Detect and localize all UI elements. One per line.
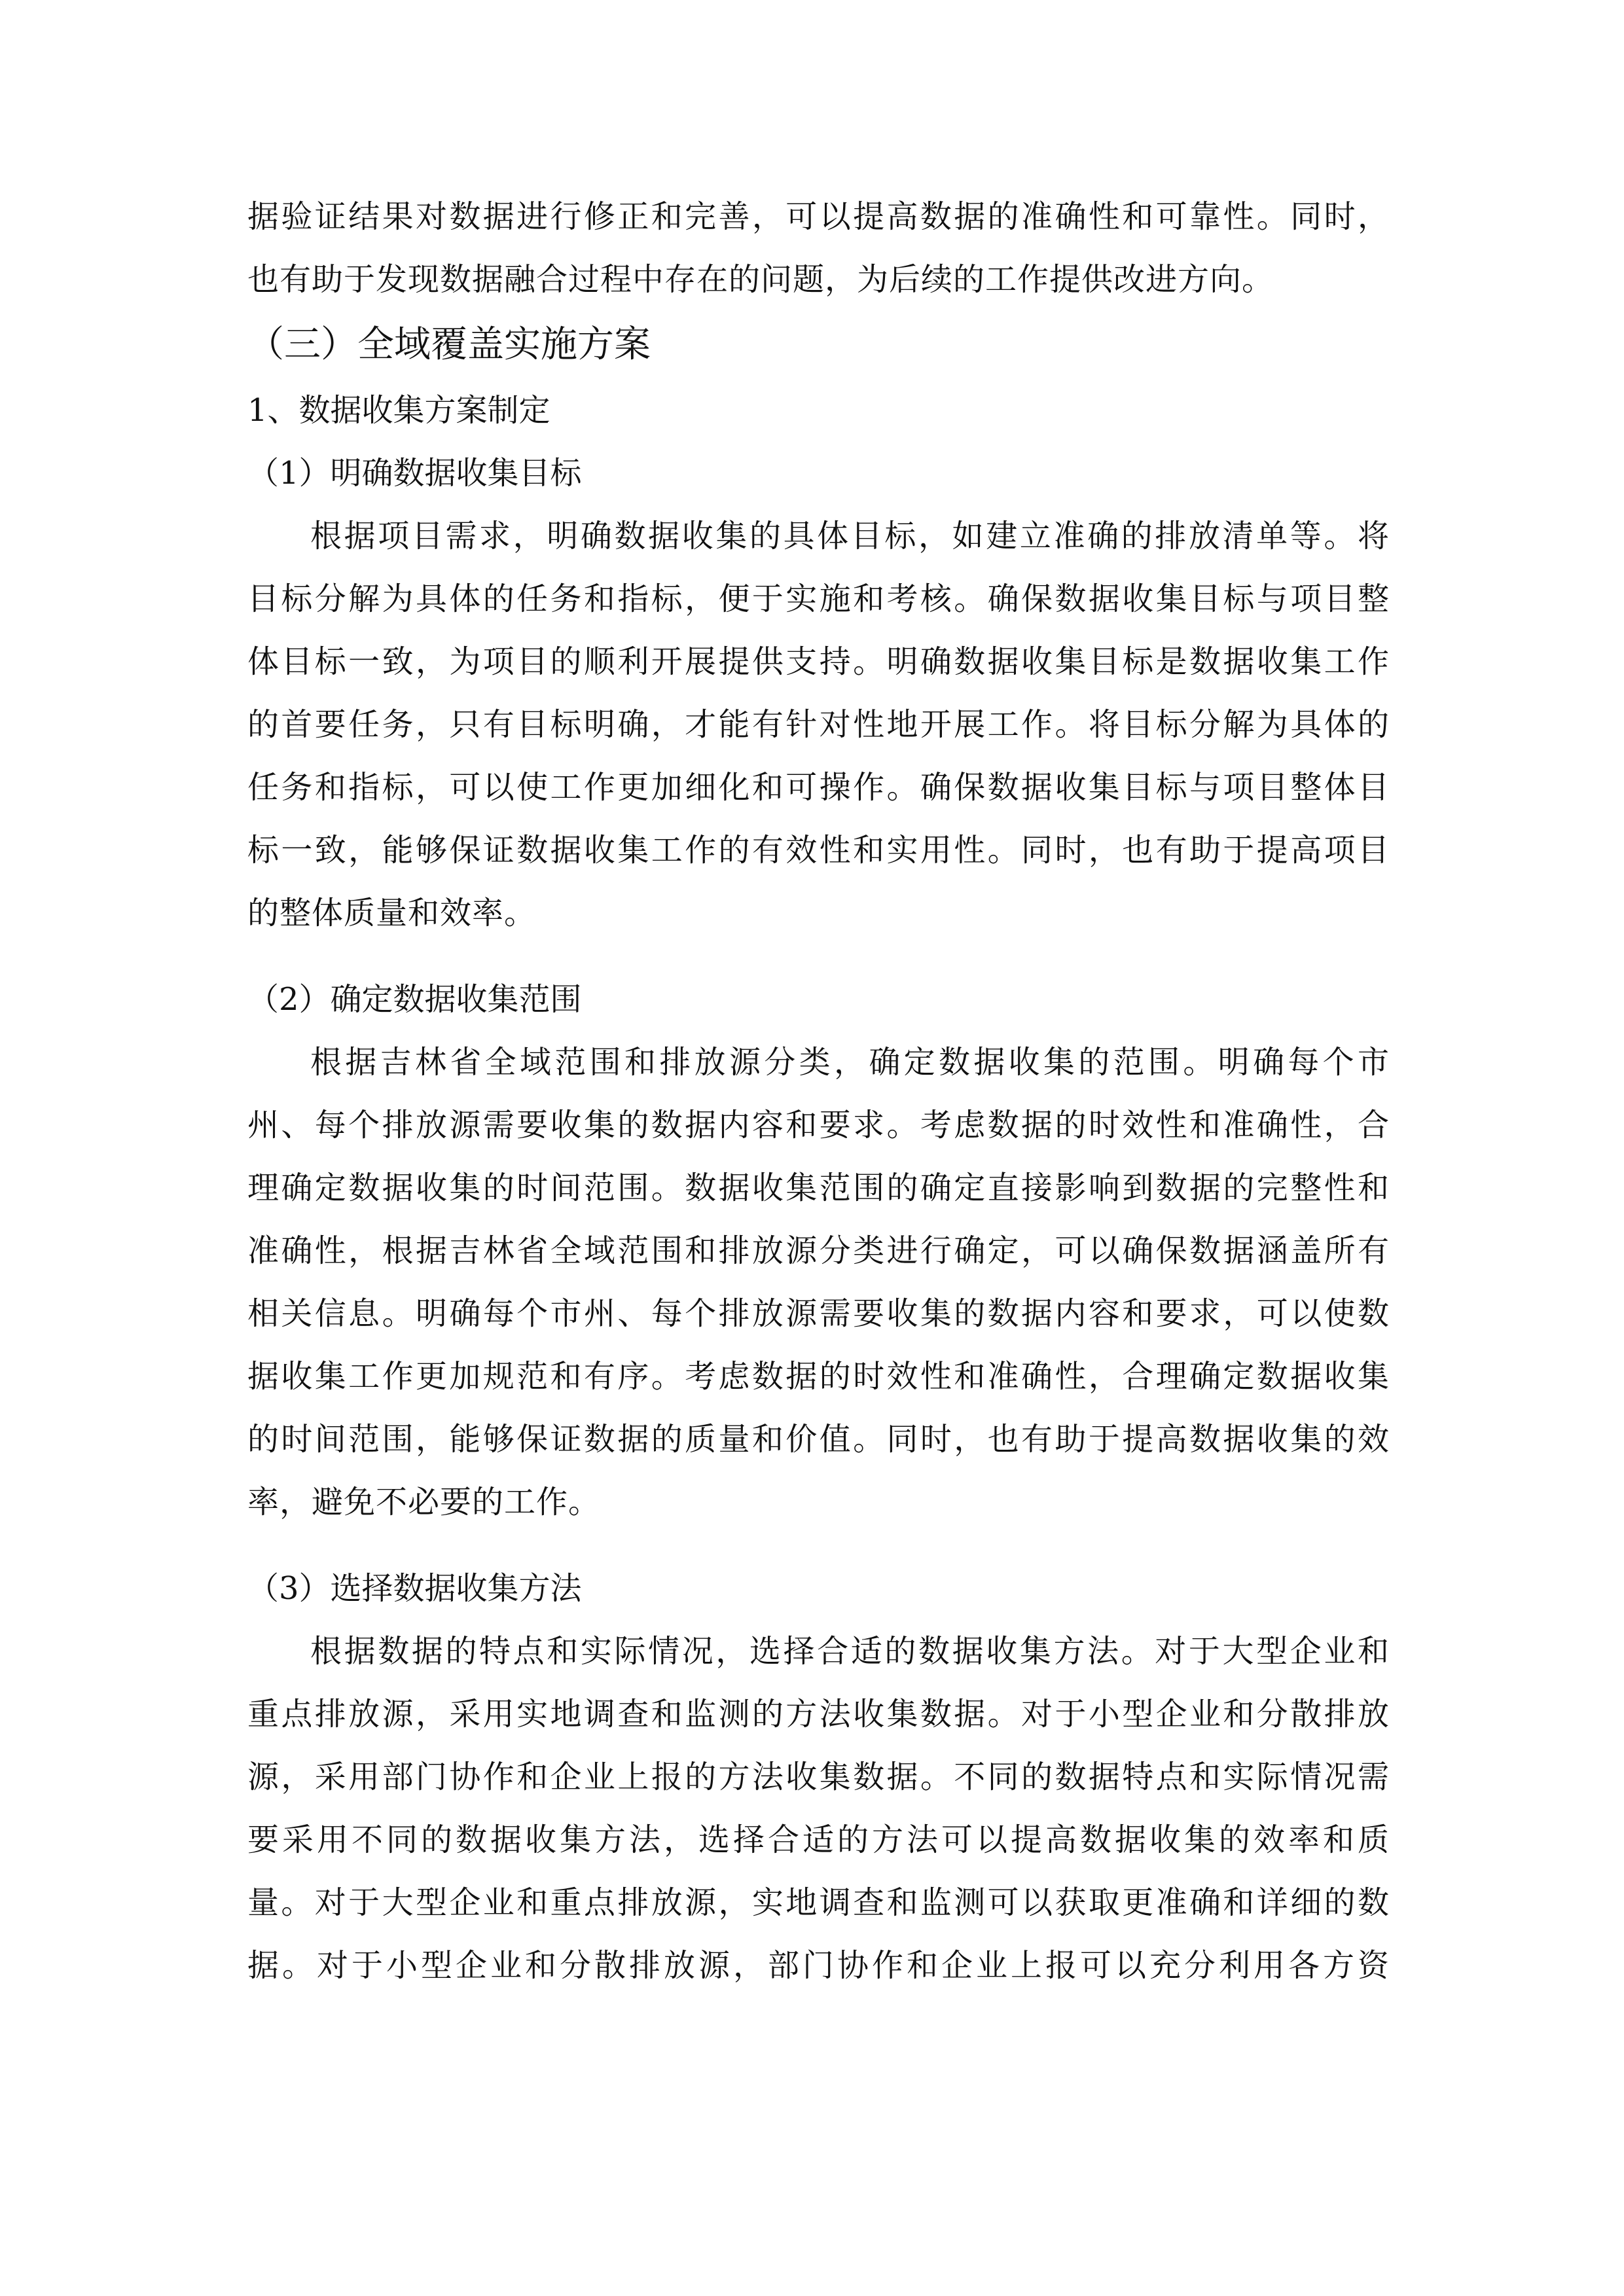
intro-line-2: 也有助于发现数据融合过程中存在的问题，为后续的工作提供改进方向。 [247, 261, 1274, 298]
paragraph-2-line: 准确性，根据吉林省全域范围和排放源分类进行确定，可以确保数据涵盖所有 [247, 1232, 1390, 1269]
paragraph-1-line: 任务和指标，可以使工作更加细化和可操作。确保数据收集目标与项目整体目 [247, 769, 1390, 806]
paragraph-1-line: 的首要任务，只有目标明确，才能有针对性地开展工作。将目标分解为具体的 [247, 706, 1390, 743]
subsection-heading-3: （3）选择数据收集方法 [247, 1570, 582, 1607]
paragraph-spacer [247, 1534, 1390, 1557]
paragraph-1-line: 目标分解为具体的任务和指标，便于实施和考核。确保数据收集目标与项目整 [247, 581, 1390, 617]
paragraph-1-line: 根据项目需求，明确数据收集的具体目标，如建立准确的排放清单等。将 [310, 518, 1390, 554]
subsection-heading-1: （1）明确数据收集目标 [247, 455, 582, 492]
paragraph-2-line: 州、每个排放源需要收集的数据内容和要求。考虑数据的时效性和准确性，合 [247, 1107, 1390, 1143]
paragraph-2-line: 率，避免不必要的工作。 [247, 1484, 601, 1520]
paragraph-3-line: 根据数据的特点和实际情况，选择合适的数据收集方法。对于大型企业和 [310, 1633, 1390, 1670]
paragraph-3-line: 要采用不同的数据收集方法，选择合适的方法可以提高数据收集的效率和质 [247, 1821, 1390, 1858]
document-body [247, 185, 1390, 1997]
paragraph-3-line: 据。对于小型企业和分散排放源，部门协作和企业上报可以充分利用各方资 [247, 1947, 1390, 1984]
paragraph-2-line: 根据吉林省全域范围和排放源分类，确定数据收集的范围。明确每个市 [310, 1044, 1390, 1081]
subsection-heading-2: （2）确定数据收集范围 [247, 981, 582, 1018]
section-title: （三）全域覆盖实施方案 [247, 323, 651, 366]
paragraph-3-line: 源，采用部门协作和企业上报的方法收集数据。不同的数据特点和实际情况需 [247, 1759, 1390, 1795]
paragraph-2-line: 据收集工作更加规范和有序。考虑数据的时效性和准确性，合理确定数据收集 [247, 1358, 1390, 1395]
intro-line-1: 据验证结果对数据进行修正和完善，可以提高数据的准确性和可靠性。同时， [247, 198, 1390, 235]
paragraph-3-line: 量。对于大型企业和重点排放源，实地调查和监测可以获取更准确和详细的数 [247, 1884, 1390, 1921]
paragraph-2-line: 的时间范围，能够保证数据的质量和价值。同时，也有助于提高数据收集的效 [247, 1421, 1390, 1458]
paragraph-1-line: 体目标一致，为项目的顺利开展提供支持。明确数据收集目标是数据收集工作 [247, 643, 1390, 680]
paragraph-3-line: 重点排放源，采用实地调查和监测的方法收集数据。对于小型企业和分散排放 [247, 1696, 1390, 1732]
paragraph-2-line: 相关信息。明确每个市州、每个排放源需要收集的数据内容和要求，可以使数 [247, 1295, 1390, 1332]
paragraph-1-line: 的整体质量和效率。 [247, 895, 537, 931]
item-heading: 1、数据收集方案制定 [247, 392, 550, 429]
paragraph-1-line: 标一致，能够保证数据收集工作的有效性和实用性。同时，也有助于提高项目 [247, 832, 1390, 869]
paragraph-2-line: 理确定数据收集的时间范围。数据收集范围的确定直接影响到数据的完整性和 [247, 1170, 1390, 1206]
paragraph-spacer [247, 944, 1390, 968]
